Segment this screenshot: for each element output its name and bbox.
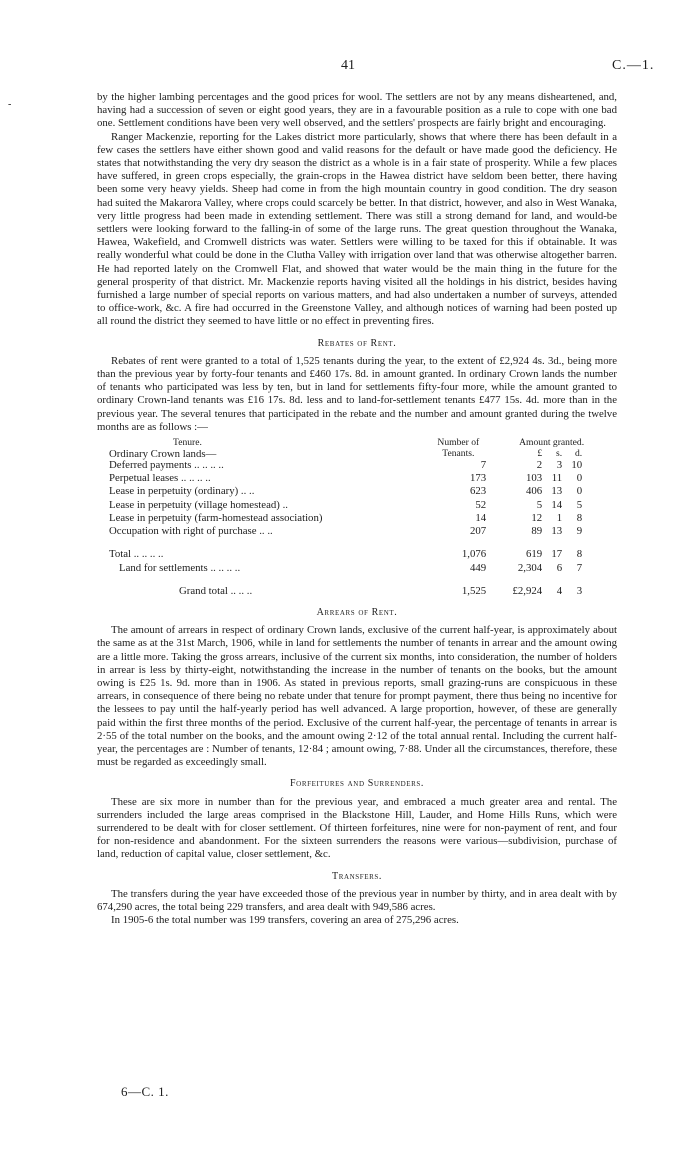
tenure-label: Occupation with right of purchase — [109, 525, 257, 538]
table-row — [109, 485, 599, 498]
margin-mark: - — [8, 99, 12, 110]
leader-dots: .. — [282, 498, 288, 511]
page-number: 41 — [341, 58, 355, 73]
leader-dots: .. .. .. .. — [210, 561, 241, 574]
amount-shillings: 1 — [556, 511, 563, 524]
total-label: Total — [109, 548, 132, 561]
col-pounds: £ — [537, 447, 543, 459]
amount-pounds: 89 — [531, 525, 543, 538]
amount-pence: 10 — [571, 459, 583, 472]
table-row — [109, 499, 599, 512]
tenant-count: 7 — [480, 459, 487, 472]
paragraph-ranger-mackenzie: Ranger Mackenzie, reporting for the Lakes district more particularly, shows that where there has been default in a few cases the settlers have either shown good and valid reasons for the default or have made good the deficiency. He states that notwithstanding the very dry season the district as a whole is in a fair state of prosperity. While a few places have suffered, in green crops especially, the grain-crops in the Hawea district have seldom been better, there having been some very heavy yields. Sheep had come in from the high mountain country in good condition. The dry season had suited the Makarora Valley, where crops could scarcely be better. In that district, however, and also in West Wanaka, very little progress had been made in extending settlement. There was still a strong demand for land, and would-be settlers were looking forward to the falling-in of some of the large runs. The great question throughout the Wanaka, Hawea, Wakefield, and Cromwell districts was water. Settlers were willing to be taxed for this if obtainable. It was really wonderful what could be done in the Clutha Valley with irrigation over land that was otherwise altogether barren. He had reported lately on the Cromwell Flat, and showed that water would be the main thing in the future for the general prosperity of that district. Mr. Mackenzie reports having visited all the holdings in his district, besides having furnished a large number of special reports on various matters, and had also undertaken a number of surveys, attended to office-work, &c. A fire had occurred in the Greenstone Valley, and although notices of warning had been posted up all round the district they seemed to have little or no effect in preventing fires. — [97, 130, 618, 328]
paragraph-lambing: by the higher lambing percentages and the good prices for wool. The settlers are not by any means disheartened, and, having had a succession of seven or eight good years, they are in a favourable position as a rule to cope with one bad one. Settlement conditions have been very well observed, and the settlers' prospects are fairly bright and encouraging. — [97, 91, 617, 130]
settlements-row — [109, 562, 599, 575]
leader-dots: .. .. .. .. — [133, 548, 164, 561]
amount-pence: 0 — [576, 485, 583, 498]
amount-pounds: 12 — [531, 511, 543, 524]
grand-total-pence: 3 — [576, 584, 583, 597]
table-row — [109, 512, 599, 525]
settlements-shillings: 6 — [556, 561, 563, 574]
tenure-label: Lease in perpetuity (ordinary) — [109, 485, 239, 498]
col-lsd — [504, 449, 599, 460]
amount-shillings: 13 — [551, 485, 563, 498]
settlements-pence: 7 — [576, 561, 583, 574]
leader-dots: .. .. — [259, 525, 273, 538]
page-body — [97, 91, 617, 927]
amount-shillings: 3 — [556, 459, 563, 472]
settlements-tenants: 449 — [469, 561, 487, 574]
paragraph-transfers: The transfers during the year have exceeded those of the previous year in number by thirty, and in area dealt with by 674,290 acres, the total being 229 transfers, and area dealt with 949,586 acres. — [97, 887, 617, 913]
tenant-count: 52 — [475, 498, 487, 511]
col-number-2: Tenants. — [442, 447, 475, 459]
leader-dots: .. .. .. .. — [194, 459, 224, 472]
total-pence: 8 — [576, 548, 583, 561]
tenant-count: 173 — [469, 472, 487, 485]
amount-pounds: 2 — [536, 459, 543, 472]
rebates-table — [109, 438, 599, 598]
tenure-label: Perpetual leases — [109, 472, 179, 485]
amount-pence: 8 — [576, 511, 583, 524]
amount-shillings: 11 — [551, 472, 563, 485]
heading-forfeitures: Forfeitures and Surrenders. — [290, 778, 424, 790]
table-header-row — [109, 438, 599, 449]
document-reference: C.—1. — [612, 58, 655, 73]
tenant-count: 623 — [469, 485, 487, 498]
amount-pounds: 103 — [525, 472, 543, 485]
col-number: Number of — [437, 437, 480, 449]
amount-shillings: 13 — [551, 525, 563, 538]
leader-dots: .. .. .. .. — [180, 472, 211, 485]
page-header — [0, 58, 700, 78]
heading-transfers: Transfers. — [331, 870, 382, 882]
leader-dots: .. .. — [240, 485, 255, 498]
paragraph-transfers-1905: In 1905-6 the total number was 199 transfers, covering an area of 275,296 acres. — [111, 914, 459, 927]
heading-rebates: Rebates of Rent. — [317, 337, 397, 349]
total-tenants: 1,076 — [461, 548, 487, 561]
table-row — [109, 525, 599, 538]
tenant-count: 207 — [469, 525, 487, 538]
grand-total-row — [109, 585, 599, 598]
col-amount: Amount granted. — [519, 437, 585, 449]
tenure-label: Deferred payments — [109, 459, 192, 472]
grand-total-tenants: 1,525 — [461, 584, 487, 597]
tenure-label: Lease in perpetuity (village homestead) — [109, 498, 280, 511]
amount-shillings: 14 — [551, 498, 563, 511]
total-row — [109, 548, 599, 561]
total-pounds: 619 — [525, 548, 543, 561]
grand-total-shillings: 4 — [556, 584, 563, 597]
grand-total-pounds: £2,924 — [512, 584, 543, 597]
paragraph-forfeitures: These are six more in number than for the previous year, and embraced a much greater area and rental. The surrenders included the large areas comprised in the Blackstone Hill, Lauder, and Home Hills Runs, which were surrendered to be dealt with for closer settlement. Of thirteen forfeitures, nine were for non-payment of rent, and four for non-residence and abandonment. For the sixteen surrenders the reasons were various—subdivision, purchase of land, reduction of capital value, closer settlement, &c. — [97, 795, 617, 861]
tenant-count: 14 — [475, 511, 487, 524]
settlements-pounds: 2,304 — [517, 561, 543, 574]
leader-dots: .. .. .. — [230, 584, 253, 597]
col-pence: d. — [574, 447, 583, 459]
grand-total-label: Grand total — [179, 584, 228, 597]
total-shillings: 17 — [551, 548, 563, 561]
amount-pence: 5 — [576, 498, 583, 511]
heading-arrears: Arrears of Rent. — [316, 606, 398, 618]
paragraph-rebates: Rebates of rent were granted to a total of 1,525 tenants during the year, to the extent of £2,924 4s. 3d., being more than the previous year by forty-four tenants and £460 17s. 8d. in amount granted. In ordinary Crown lands the number of tenants who participated was less by ten, but in land for settlements fifty-four more, while the amount granted to ordinary Crown-land tenants was £16 17s. 8d. less and to land-for-settlement tenants £477 15s. 4d. more than in the previous year. The several tenures that participated in the rebate and the number and amount granted during the twelve months are as follows :— — [97, 354, 617, 433]
table-row — [109, 472, 599, 485]
amount-pounds: 406 — [525, 485, 543, 498]
tenure-label: Lease in perpetuity (farm-homestead association) — [109, 511, 323, 524]
amount-pence: 9 — [576, 525, 583, 538]
table-row — [109, 459, 599, 472]
paragraph-arrears: The amount of arrears in respect of ordinary Crown lands, exclusive of the current half-year, is approximately about the same as at the 31st March, 1906, while in land for settlements the number of tenants in arrear and the amount owing are a little more. Taking the gross arrears, inclusive of the current six months, into consideration, the number of holders in arrear is less by thirty-eight, notwithstanding the increase in the number of tenants on the books, but the amount owing is £25 1s. 9d. more than in 1906. As stated in previous reports, small grazing-runs are conspicuous in these arrears, in consequence of there being no rebate under that tenure for prompt payment, there thus being no incentive for the lessees to pay until the half-yearly period has well advanced. A large proportion, however, of these are generally paid within the first three months of the period. Exclusive of the current half-year, the percentage of tenants in arrear is 2·55 of the total number on the books, and the amount owing 2·12 of the total annual rental. Including the current half-year, the percentages are : Number of tenants, 12·84 ; amount owing, 7·88. Under all the circumstances, therefore, these must be regarded as exceedingly small. — [97, 624, 617, 769]
page-footer-signature: 6—C. 1. — [121, 1084, 169, 1099]
amount-pence: 0 — [576, 472, 583, 485]
col-shillings: s. — [556, 447, 563, 459]
settlements-label: Land for settlements — [119, 561, 208, 574]
amount-pounds: 5 — [536, 498, 543, 511]
col-tenure: Tenure. — [173, 437, 202, 449]
table-subheader-row — [109, 449, 599, 460]
ordinary-crown-label: Ordinary Crown lands— — [109, 447, 217, 460]
